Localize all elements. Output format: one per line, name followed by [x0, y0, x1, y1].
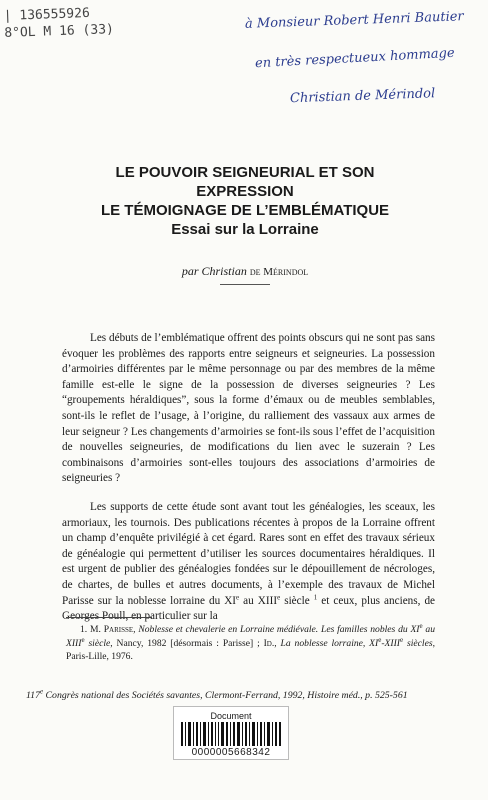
subtitle: Essai sur la Lorraine — [171, 221, 319, 238]
text-span: Les supports de cette étude sont avant tout les généalogies, les sceaux, les armoriaux, les tournois. Des publications récentes à propos de la Lorraine offrent un champ d’enquête privilégié à cet égard. Rares sont en effet des travaux sérieux de généalogie qui permettent d’utiliser les sources documentaires héraldiques. Il est urgent de publier des généalogies fondées sur le dépouillement de nécrologes, de chartes, de bulles et autres documents, à l’exemple des travaux de Michel Parisse sur la noblesse lorraine du XI — [62, 500, 435, 607]
title-line: EXPRESSION — [196, 183, 294, 200]
barcode-label — [173, 706, 289, 760]
superscript: e — [378, 635, 382, 644]
dedication-line: en très respectueux hommage — [254, 45, 455, 72]
title-line: LE POUVOIR SEIGNEURIAL ET SON — [115, 164, 375, 181]
footnote-title: , La noblesse lorraine, XI — [274, 637, 379, 649]
footnote-text: , Paris-Lille, 1976. — [66, 637, 435, 662]
article-title — [40, 163, 450, 239]
footnote-divider — [66, 617, 152, 618]
footnote-number: 1. M. — [80, 624, 104, 635]
barcode — [180, 722, 282, 746]
label-title: Document — [210, 711, 252, 721]
congress-text: Congrès national des Sociétés savantes, Clermont-Ferrand, 1992, Histoire méd., p. 525-561 — [43, 690, 408, 701]
footnote-author: Parisse — [103, 624, 134, 635]
dedication-signature: Christian de Mérindol — [289, 86, 436, 107]
footnote-title: , Noblesse et chevalerie en Lorraine médiévale. Les familles nobles du XI — [133, 624, 420, 635]
barcode-number: 0000005668342 — [191, 747, 271, 758]
author-surname: de Mérindol — [249, 266, 309, 278]
title-divider — [220, 284, 270, 285]
byline-prefix: par Christian — [181, 264, 250, 278]
author-byline — [40, 264, 450, 279]
congress-citation — [26, 689, 466, 702]
footnote-ibid: Id. — [263, 637, 275, 649]
superscript: e — [236, 592, 240, 601]
footnote-title: -XIII — [381, 637, 400, 649]
footnote-title: au XIII — [66, 624, 435, 649]
paragraph — [62, 500, 435, 625]
text-span: au XIII — [239, 594, 278, 607]
superscript: e — [400, 635, 404, 644]
footnote-text: , Nancy, 1982 [désormais : Parisse] ; — [110, 637, 264, 649]
paragraph: Les débuts de l’emblématique offrent des points obscurs qui ne sont pas sans évoquer les problèmes des rapports entre seigneurs et seigneuries. La possession d’armoiries différentes par le même personnage ou par des membres de la même famille est-elle le signe de la possession de diverses seigneuries ? Les “groupements héraldiques”, sous la forme d’émaux ou de meubles semblables, sont-ils le reflet de l’usage, à l’origine, du ralliement des vassaux aux armes de leur seigneur ? Les changements d’armoiries se font-ils sous l’effet de l’acquisition de nouvelles seigneuries, de modifications du lien avec le suzerain ? Les combinaisons d’armoiries sont-elles toujours des associations d’armoiries de seigneuries ? — [62, 332, 435, 485]
article-body — [62, 331, 435, 625]
title-line: LE TÉMOIGNAGE DE L’EMBLÉMATIQUE — [100, 202, 390, 219]
text-span: siècle — [280, 594, 314, 607]
shelfmark-line: 8°OL M 16 (33) — [4, 22, 115, 41]
library-shelfmark — [3, 4, 114, 42]
superscript: e — [81, 635, 85, 644]
superscript: e — [39, 687, 44, 696]
footnote-title: siècles — [403, 637, 433, 649]
handwritten-dedication — [225, 2, 485, 116]
footnote-ref[interactable]: 1 — [313, 592, 318, 601]
superscript: e — [277, 592, 281, 601]
superscript: e — [419, 621, 423, 630]
congress-number: 117 — [26, 690, 40, 701]
footnote-title: siècle — [84, 637, 111, 649]
shelfmark-line: | 136555926 — [3, 5, 91, 24]
text-span: et ceux, plus anciens, de Georges Poull, en particulier sur la — [62, 594, 436, 623]
dedication-line: à Monsieur Robert Henri Bautier — [244, 9, 464, 32]
footnote — [66, 623, 435, 664]
